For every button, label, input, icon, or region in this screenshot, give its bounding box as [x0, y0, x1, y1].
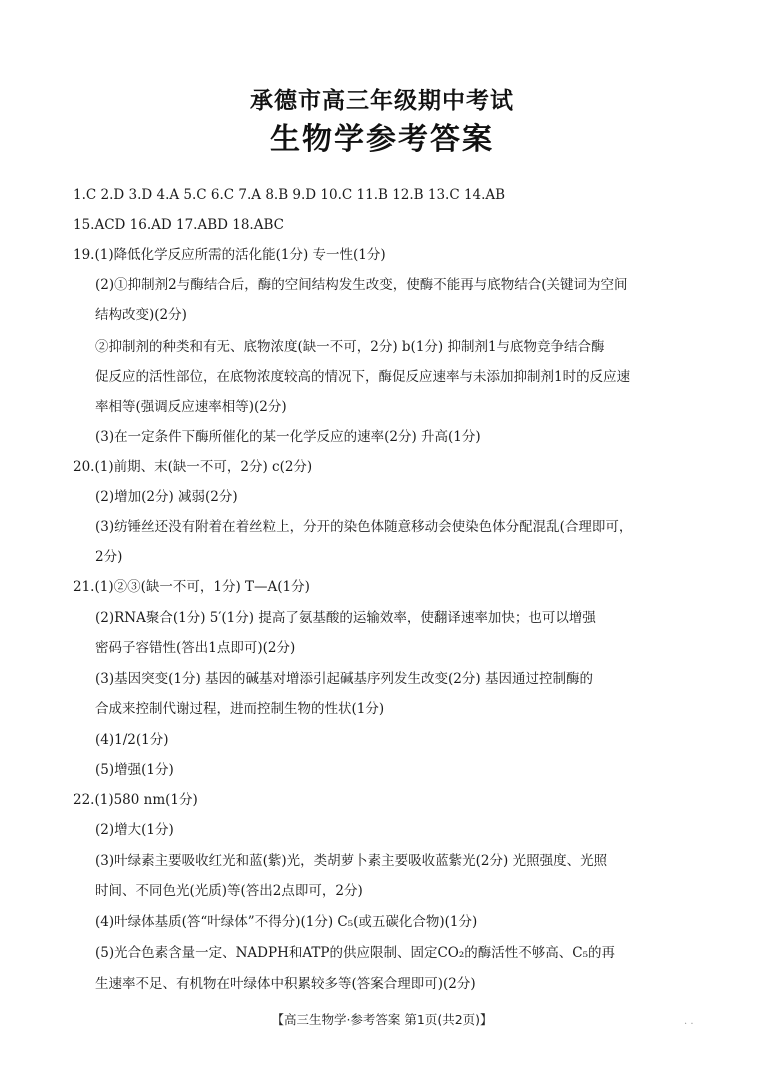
exam-title: 承德市高三年级期中考试 — [250, 88, 514, 114]
answer-line: 15.ACD 16.AD 17.ABD 18.ABC — [73, 217, 284, 233]
answer-line: (2)①抑制剂2与酶结合后，酶的空间结构发生改变，使酶不能再与底物结合(关键词为空间 — [95, 277, 628, 293]
answer-line: (4)叶绿体基质(答“叶绿体”不得分)(1分) C₅(或五碳化合物)(1分) — [95, 914, 478, 930]
answer-line: 2分) — [95, 549, 123, 565]
answer-line: (3)叶绿素主要吸收红光和蓝(紫)光，类胡萝卜素主要吸收蓝紫光(2分) 光照强度、光照 — [95, 853, 608, 869]
answer-line: 结构改变)(2分) — [95, 307, 187, 323]
answer-key-title: 生物学参考答案 — [270, 122, 494, 157]
corner-mark: . . — [684, 1016, 694, 1027]
answer-line: 22.(1)580 nm(1分) — [73, 792, 198, 808]
answer-line: (3)纺锤丝还没有附着在着丝粒上，分开的染色体随意移动会使染色体分配混乱(合理即可， — [95, 519, 633, 535]
answer-line: 19.(1)降低化学反应所需的活化能(1分) 专一性(1分) — [73, 247, 386, 263]
answer-line: (2)增加(2分) 减弱(2分) — [95, 489, 238, 505]
answer-line: 20.(1)前期、末(缺一不可，2分) c(2分) — [73, 459, 313, 475]
answer-line: (2)增大(1分) — [95, 822, 174, 838]
answer-line: 时间、不同色光(光质)等(答出2点即可，2分) — [95, 883, 363, 899]
answer-line: 21.(1)②③(缺一不可，1分) T—A(1分) — [73, 579, 310, 595]
answer-line: ②抑制剂的种类和有无、底物浓度(缺一不可，2分) b(1分) 抑制剂1与底物竞争结合酶 — [95, 339, 605, 355]
answer-line: (3)在一定条件下酶所催化的某一化学反应的速率(2分) 升高(1分) — [95, 429, 481, 445]
answer-line: (5)光合色素含量一定、NADPH和ATP的供应限制、固定CO₂的酶活性不够高、C₅的再 — [95, 945, 616, 961]
answer-line: 1.C 2.D 3.D 4.A 5.C 6.C 7.A 8.B 9.D 10.C 11.B 12.B 13.C 14.AB — [73, 187, 506, 203]
answer-line: 促反应的活性部位，在底物浓度较高的情况下，酶促反应速率与未添加抑制剂1时的反应速 — [95, 369, 631, 385]
answer-line: (3)基因突变(1分) 基因的碱基对增添引起碱基序列发生改变(2分) 基因通过控制酶的 — [95, 671, 593, 687]
answer-line: (4)1/2(1分) — [95, 732, 169, 748]
answer-line: (5)增强(1分) — [95, 762, 174, 778]
answer-line: 生速率不足、有机物在叶绿体中积累较多等(答案合理即可)(2分) — [95, 976, 476, 992]
answer-line: 合成来控制代谢过程，进而控制生物的性状(1分) — [95, 701, 385, 717]
answer-line: (2)RNA聚合(1分) 5′(1分) 提高了氨基酸的运输效率，使翻译速率加快；也可以增强 — [95, 610, 596, 626]
answer-line: 密码子容错性(答出1点即可)(2分) — [95, 640, 296, 656]
answer-line: 率相等(强调反应速率相等)(2分) — [95, 399, 287, 415]
page-footer: 【高三生物学·参考答案 第1页(共2页)】 — [271, 1012, 493, 1027]
